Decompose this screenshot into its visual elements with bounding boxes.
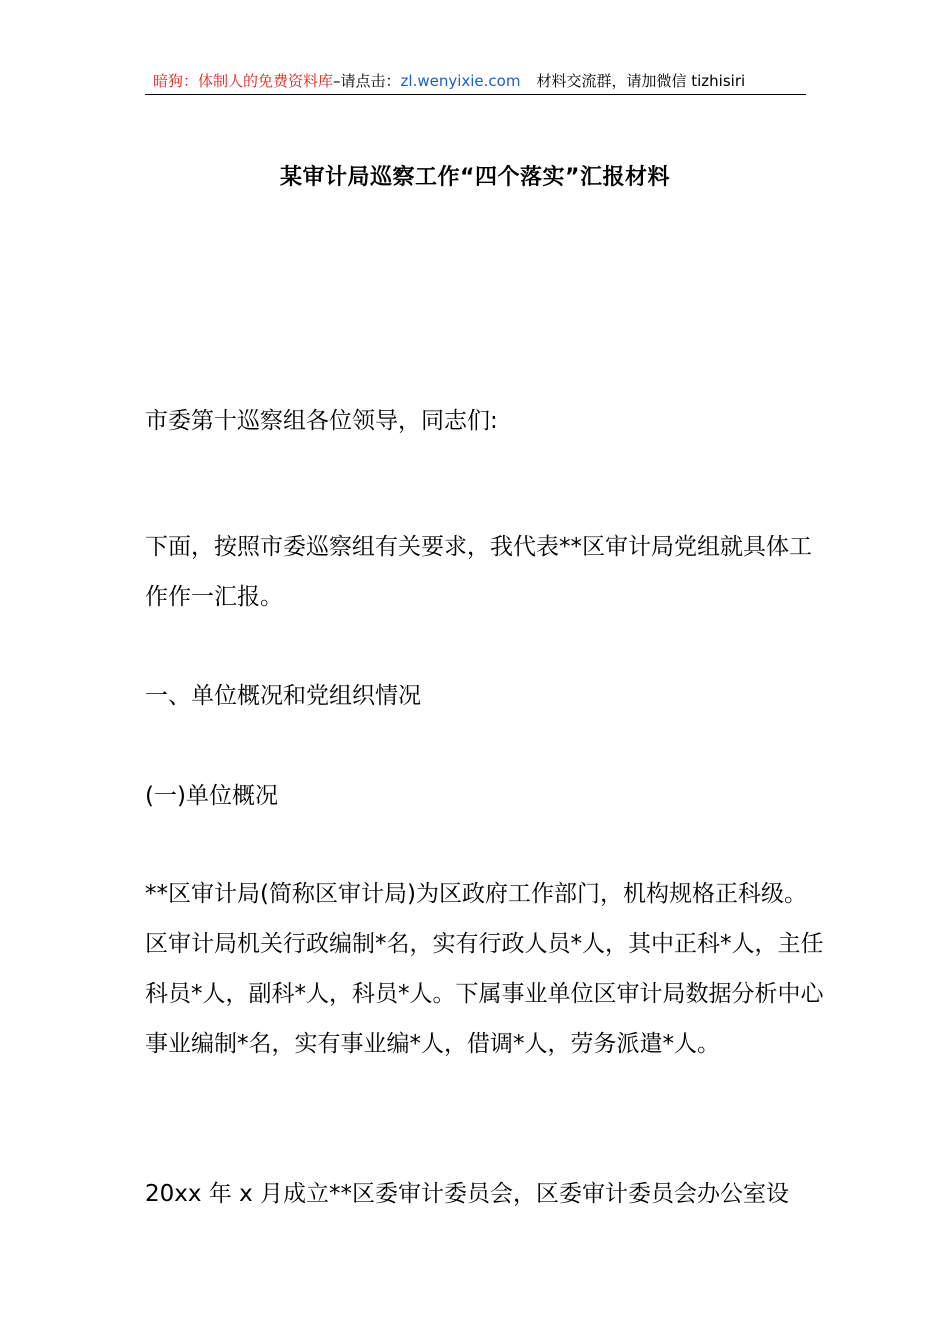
document-title: 某审计局巡察工作“四个落实”汇报材料	[280, 165, 670, 190]
header-wechat: 材料交流群，请加微信 tizhisiri	[536, 72, 746, 90]
body-paragraph: **区审计局(简称区审计局)为区政府工作部门，机构规格正科级。区审计局机关行政编制*名，实有行政人员*人，其中正科*人，主任科员*人，副科*人，科员*人。下属事业单位区审计局数据分析中心事业编制*名，实有事业编*人，借调*人，劳务派遣*人。	[145, 881, 824, 1057]
header-link[interactable]: zl.wenyixie.com	[400, 72, 521, 90]
header-prompt: –请点击：	[333, 72, 401, 90]
header-brand: 暗狗：体制人的免费资料库	[153, 72, 334, 90]
salutation: 市委第十巡察组各位领导，同志们:	[145, 408, 498, 434]
body-paragraph-continued: 20xx 年 x 月成立**区委审计委员会，区委审计委员会办公室设	[145, 1181, 790, 1207]
subsection-heading: (一)单位概况	[145, 783, 278, 809]
intro-paragraph: 下面，按照市委巡察组有关要求，我代表**区审计局党组就具体工作作一汇报。	[145, 534, 812, 610]
section-heading: 一、单位概况和党组织情况	[145, 683, 421, 709]
page-header	[145, 68, 806, 95]
